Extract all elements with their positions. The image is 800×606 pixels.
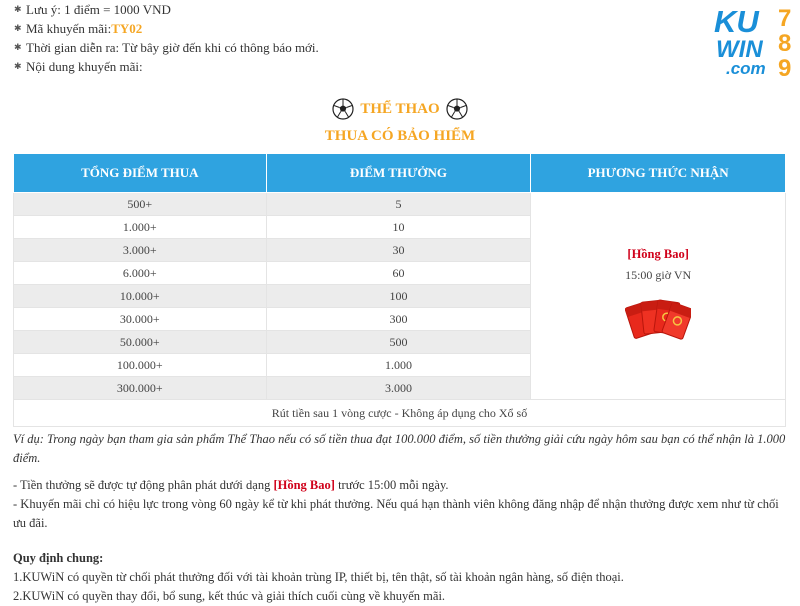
loss-cell: 30.000+ bbox=[14, 308, 267, 331]
header-bonus: ĐIỂM THƯỞNG bbox=[266, 154, 531, 193]
promo-notes bbox=[13, 430, 788, 606]
table-header-row bbox=[14, 154, 786, 193]
bonus-cell: 100 bbox=[266, 285, 531, 308]
loss-cell: 6.000+ bbox=[14, 262, 267, 285]
table-row bbox=[14, 193, 786, 216]
note-line-1-highlight: [Hồng Bao] bbox=[273, 478, 335, 492]
method-time: 15:00 giờ VN bbox=[625, 268, 692, 282]
promo-info bbox=[14, 0, 319, 76]
bonus-cell: 60 bbox=[266, 262, 531, 285]
section-subtitle: THUA CÓ BẢO HIỂM bbox=[324, 128, 476, 144]
loss-cell: 1.000+ bbox=[14, 216, 267, 239]
info-note-row bbox=[14, 0, 319, 19]
loss-cell: 500+ bbox=[14, 193, 267, 216]
info-content-row bbox=[14, 57, 319, 76]
table-footer-row bbox=[14, 400, 786, 427]
bullet-icon: ✱ bbox=[14, 23, 22, 33]
bonus-cell: 500 bbox=[266, 331, 531, 354]
info-period-row bbox=[14, 38, 319, 57]
bonus-cell: 30 bbox=[266, 239, 531, 262]
soccer-ball-icon bbox=[332, 98, 354, 120]
red-envelope-icon bbox=[531, 295, 785, 345]
note-line-1 bbox=[13, 476, 788, 495]
rules-title: Quy định chung: bbox=[13, 551, 104, 565]
info-note: Lưu ý: 1 điểm = 1000 VND bbox=[26, 2, 171, 17]
svg-text:9: 9 bbox=[778, 55, 792, 82]
loss-cell: 10.000+ bbox=[14, 285, 267, 308]
bonus-cell: 300 bbox=[266, 308, 531, 331]
promo-table bbox=[13, 153, 786, 427]
info-content: Nội dung khuyến mãi: bbox=[26, 59, 143, 74]
bonus-cell: 10 bbox=[266, 216, 531, 239]
note-line-1-post: trước 15:00 mỗi ngày. bbox=[334, 478, 449, 492]
loss-cell: 300.000+ bbox=[14, 377, 267, 400]
promo-code: TY02 bbox=[111, 21, 143, 36]
example-text: Ví dụ: Trong ngày bạn tham gia sản phẩm Thể Thao nếu có số tiền thua đạt 100.000 điểm, số tiền thưởng giải cứu ngày hôm sau bạn có thể nhận là 1.000 điểm. bbox=[13, 432, 786, 465]
rule-1: 1.KUWiN có quyền từ chối phát thưởng đối với tài khoản trùng IP, thiết bị, tên thật, số tài khoản ngân hàng, số điện thoại. bbox=[13, 570, 624, 584]
svg-text:KU: KU bbox=[714, 4, 759, 39]
info-code-row bbox=[14, 19, 319, 38]
table-footer: Rút tiền sau 1 vòng cược - Không áp dụng cho Xổ số bbox=[14, 400, 786, 427]
section-title-text: THỂ THAO bbox=[360, 100, 440, 117]
header-total-loss: TỔNG ĐIỂM THUA bbox=[14, 154, 267, 193]
info-code-label: Mã khuyến mãi: bbox=[26, 21, 112, 36]
bullet-icon: ✱ bbox=[14, 4, 22, 14]
bonus-cell: 3.000 bbox=[266, 377, 531, 400]
bullet-icon: ✱ bbox=[14, 61, 22, 71]
bullet-icon: ✱ bbox=[14, 42, 22, 52]
section-title bbox=[0, 98, 800, 120]
rule-2: 2.KUWiN có quyền thay đổi, bổ sung, kết thúc và giải thích cuối cùng về khuyến mãi. bbox=[13, 589, 446, 603]
soccer-ball-icon bbox=[446, 98, 468, 120]
svg-text:.com: .com bbox=[726, 59, 766, 78]
note-line-1-pre: - Tiền thưởng sẽ được tự động phân phát dưới dạng bbox=[13, 478, 274, 492]
loss-cell: 50.000+ bbox=[14, 331, 267, 354]
loss-cell: 100.000+ bbox=[14, 354, 267, 377]
header-method: PHƯƠNG THỨC NHẬN bbox=[531, 154, 786, 193]
bonus-cell: 5 bbox=[266, 193, 531, 216]
info-period: Thời gian diễn ra: Từ bây giờ đến khi có thông báo mới. bbox=[26, 40, 319, 55]
method-cell bbox=[531, 193, 786, 400]
kuwin-logo bbox=[712, 2, 798, 82]
method-label: [Hồng Bao] bbox=[627, 247, 689, 261]
note-line-2: - Khuyến mãi chỉ có hiệu lực trong vòng 60 ngày kể từ khi phát thưởng. Nếu quá hạn thành viên không đăng nhập để nhận thưởng được xem như từ chối ưu đãi. bbox=[13, 497, 779, 530]
svg-text:WIN: WIN bbox=[716, 36, 763, 63]
svg-text:8: 8 bbox=[778, 30, 792, 57]
svg-text:7: 7 bbox=[778, 5, 792, 32]
loss-cell: 3.000+ bbox=[14, 239, 267, 262]
bonus-cell: 1.000 bbox=[266, 354, 531, 377]
